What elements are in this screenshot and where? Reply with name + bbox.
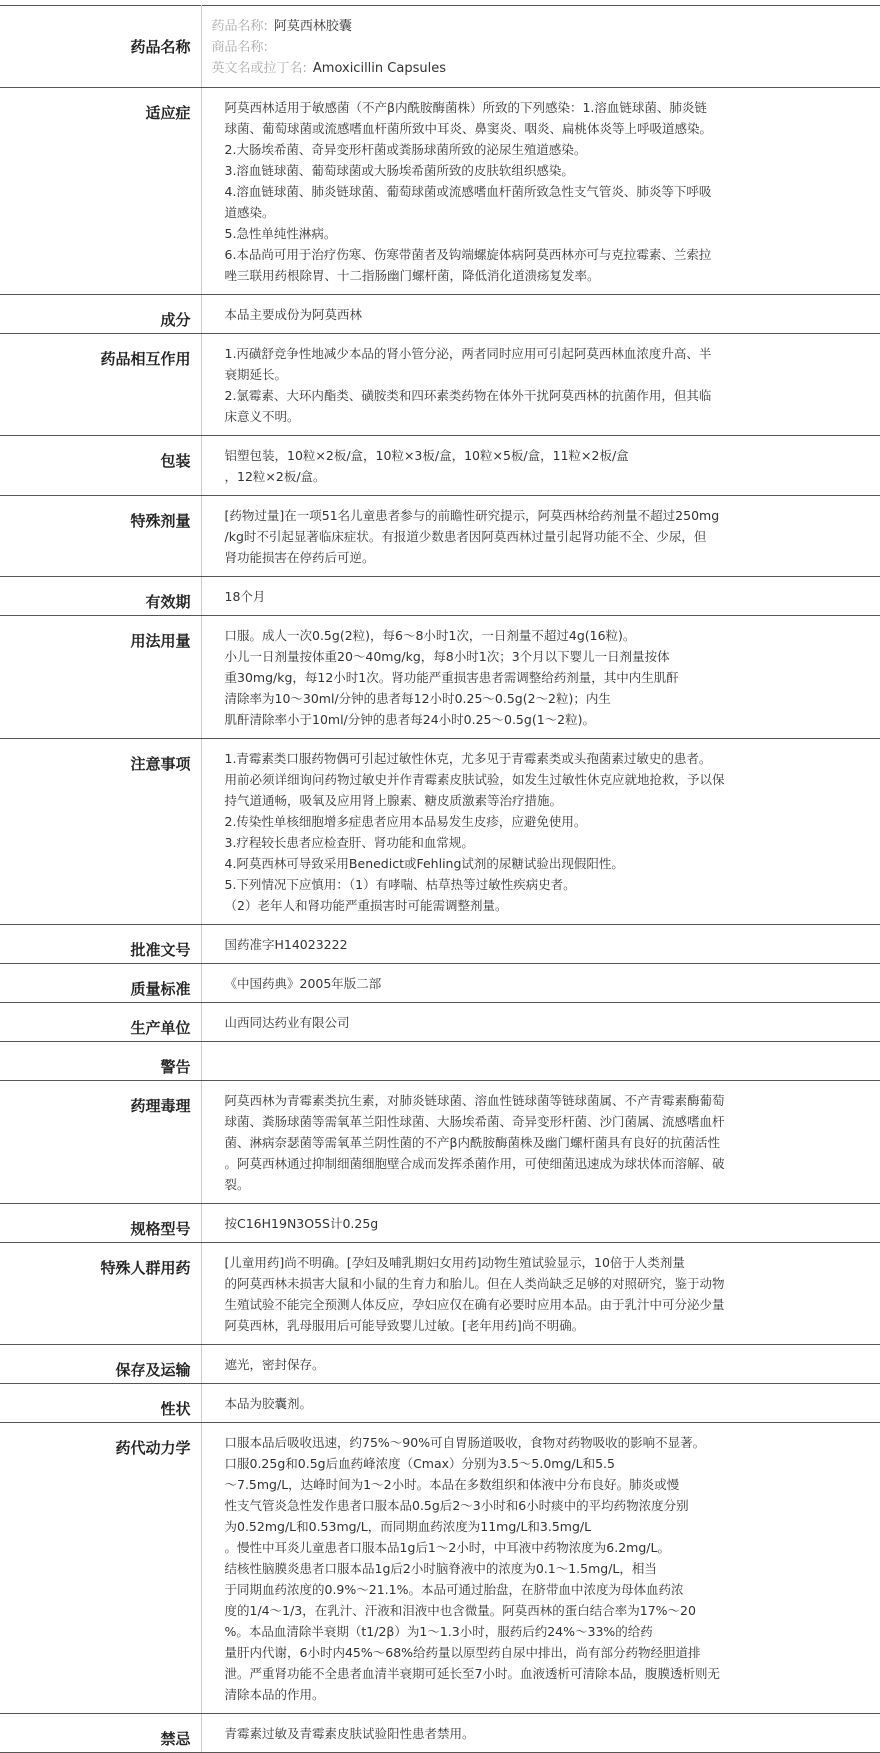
value-line: 5.下列情况下应慎用：（1）有哮喘、枯草热等过敏性疾病史者。 (224, 877, 576, 892)
table-row (0, 1714, 880, 1753)
value-line: 泄。严重肾功能不全患者血清半衰期可延长至7小时。血液透析可清除本品，腹膜透析则无 (224, 1666, 720, 1681)
value-line: 结核性脑膜炎患者口服本品1g后2小时脑脊液中的浓度为0.1～1.5mg/L，相当 (224, 1561, 657, 1576)
english-name-line (212, 58, 801, 79)
value-line: 青霉素过敏及青霉素皮肤试验阳性患者禁用。 (224, 1726, 475, 1741)
value-line: 4.溶血链球菌、肺炎链球菌、葡萄球菌或流感嗜血杆菌所致急性支气管炎、肺炎等下呼吸 (224, 184, 712, 199)
value-line: 5.急性单纯性淋病。 (224, 226, 337, 241)
row-value (201, 295, 880, 334)
table-row (0, 1042, 880, 1081)
value-line: 遮光，密封保存。 (224, 1357, 325, 1372)
value-line: 山西同达药业有限公司 (224, 1015, 350, 1030)
table-row (0, 925, 880, 964)
value-line: 3.溶血链球菌、葡萄球菌或大肠埃希菌所致的皮肤软组织感染。 (224, 163, 574, 178)
value-line: 3.疗程较长患者应检查肝、肾功能和血常规。 (224, 835, 474, 850)
value-line: 床意义不明。 (224, 409, 300, 424)
value-line: 本品主要成份为阿莫西林 (224, 307, 363, 322)
value-line: 唑三联用药根除胃、十二指肠幽门螺杆菌，降低消化道溃疡复发率。 (224, 268, 600, 283)
generic-name-line (212, 16, 801, 37)
table-row (0, 496, 880, 577)
table-row (0, 616, 880, 739)
row-drug-name (0, 6, 880, 88)
value-line: 口服。成人一次0.5g(2粒)，每6～8小时1次，一日剂量不超过4g(16粒)。 (224, 628, 636, 643)
value-line: 量肝内代谢，6小时内45%～68%给药量以原型药自尿中排出，尚有部分药物经胆道排 (224, 1645, 701, 1660)
value-line: ，12粒×2板/盒。 (224, 469, 326, 484)
row-value (201, 1204, 880, 1243)
row-label: 特殊剂量 (0, 496, 201, 577)
value-line: 球菌、葡萄球菌或流感嗜血杆菌所致中耳炎、鼻窦炎、咽炎、扁桃体炎等上呼吸道感染。 (224, 121, 713, 136)
row-label: 禁忌 (0, 1714, 201, 1753)
row-label: 规格型号 (0, 1204, 201, 1243)
row-value (201, 88, 880, 295)
value-line: 的阿莫西林未损害大鼠和小鼠的生育力和胎儿。但在人类尚缺乏足够的对照研究，鉴于动物 (224, 1276, 725, 1291)
value-line: 《中国药典》2005年版二部 (224, 976, 382, 991)
value-line: 阿莫西林，乳母服用后可能导致婴儿过敏。[老年用药]尚不明确。 (224, 1318, 585, 1333)
value-line: （2）老年人和肾功能严重损害时可能需调整剂量。 (224, 898, 508, 913)
value-line: 菌、淋病奈瑟菌等需氧革兰阴性菌的不产β内酰胺酶菌株及幽门螺杆菌具有良好的抗菌活性 (224, 1135, 720, 1150)
table-row (0, 295, 880, 334)
table-row (0, 436, 880, 496)
value-line: 2.传染性单核细胞增多症患者应用本品易发生皮疹，应避免使用。 (224, 814, 587, 829)
row-value (201, 616, 880, 739)
value-line: 衰期延长。 (224, 367, 288, 382)
drug-info-table (0, 5, 880, 1753)
row-label: 批准文号 (0, 925, 201, 964)
row-label: 成分 (0, 295, 201, 334)
value-line: 用前必须详细询问药物过敏史并作青霉素皮肤试验，如发生过敏性休克应就地抢救，予以保 (224, 772, 725, 787)
generic-name-key: 药品名称: (211, 19, 268, 34)
value-line: [儿童用药]尚不明确。[孕妇及哺乳期妇女用药]动物生殖试验显示，10倍于人类剂量 (224, 1255, 685, 1270)
row-label: 包装 (0, 436, 201, 496)
row-label: 注意事项 (0, 739, 201, 925)
row-label: 生产单位 (0, 1003, 201, 1042)
value-line: 裂。 (224, 1177, 250, 1192)
table-row (0, 577, 880, 616)
trade-name-line (212, 37, 801, 58)
value-line: ～7.5mg/L，达峰时间为1～2小时。本品在多数组织和体液中分布良好。肺炎或慢 (224, 1477, 680, 1492)
row-value (201, 334, 880, 436)
value-line: 口服本品后吸收迅速，约75%～90%可自胃肠道吸收，食物对药物吸收的影响不显著。 (224, 1435, 706, 1450)
row-value (201, 1714, 880, 1753)
english-name-value: Amoxicillin Capsules (312, 61, 446, 76)
row-value (201, 1423, 880, 1714)
row-label: 质量标准 (0, 964, 201, 1003)
table-row (0, 1003, 880, 1042)
table-row (0, 1204, 880, 1243)
value-line: [药物过量]在一项51名儿童患者参与的前瞻性研究提示，阿莫西林给药剂量不超过250mg (224, 508, 720, 523)
row-label: 适应症 (0, 88, 201, 295)
row-value (201, 964, 880, 1003)
value-line: 性支气管炎急性发作患者口服本品0.5g后2～3小时和6小时痰中的平均药物浓度分别 (224, 1498, 689, 1513)
row-label: 药理毒理 (0, 1081, 201, 1204)
row-label: 药代动力学 (0, 1423, 201, 1714)
value-line: 2.氯霉素、大环内酯类、磺胺类和四环素类药物在体外干扰阿莫西林的抗菌作用，但其临 (224, 388, 712, 403)
value-line: 清除本品的作用。 (224, 1687, 325, 1702)
table-row (0, 334, 880, 436)
value-line: 口服0.25g和0.5g后血药峰浓度（Cmax）分别为3.5～5.0mg/L和5.5 (224, 1456, 615, 1471)
row-value (201, 1081, 880, 1204)
english-name-key: 英文名或拉丁名: (211, 61, 307, 76)
table-row (0, 1345, 880, 1384)
value-line: 国药准字H14023222 (224, 937, 348, 952)
value-line: 清除率为10～30ml/分钟的患者每12小时0.25～0.5g(2～2粒)；内生 (224, 691, 611, 706)
row-value (201, 436, 880, 496)
row-label: 特殊人群用药 (0, 1243, 201, 1345)
value-line: 本品为胶囊剂。 (224, 1396, 313, 1411)
value-line: 小儿一日剂量按体重20～40mg/kg，每8小时1次；3个月以下婴儿一日剂量按体 (224, 649, 670, 664)
value-line: 重30mg/kg，每12小时1次。肾功能严重损害患者需调整给药剂量，其中内生肌酐 (224, 670, 679, 685)
value-line: 道感染。 (224, 205, 275, 220)
value-line: 肾功能损害在停药后可逆。 (224, 550, 375, 565)
row-value (201, 496, 880, 577)
value-line: 1.丙磺舒竞争性地减少本品的肾小管分泌，两者同时应用可引起阿莫西林血浓度升高、半 (224, 346, 712, 361)
row-label: 保存及运输 (0, 1345, 201, 1384)
row-value (201, 1042, 880, 1081)
row-value (201, 1345, 880, 1384)
row-label: 药品相互作用 (0, 334, 201, 436)
table-row (0, 1423, 880, 1714)
row-value (201, 925, 880, 964)
row-label: 有效期 (0, 577, 201, 616)
value-line: 肌酐清除率小于10ml/分钟的患者每24小时0.25～0.5g(1～2粒)。 (224, 712, 595, 727)
generic-name-value: 阿莫西林胶囊 (273, 19, 352, 34)
table-row (0, 88, 880, 295)
table-row (0, 1081, 880, 1204)
value-line: /kg时不引起显著临床症状。有报道少数患者因阿莫西林过量引起肾功能不全、少尿，但 (224, 529, 707, 544)
row-label: 警告 (0, 1042, 201, 1081)
row-label: 用法用量 (0, 616, 201, 739)
value-line: 为0.52mg/L和0.53mg/L，而同期血药浓度为11mg/L和3.5mg/L (224, 1519, 592, 1534)
value-line: 18个月 (224, 589, 266, 604)
row-value (201, 1384, 880, 1423)
row-label: 药品名称 (0, 6, 201, 88)
value-line: 铝塑包装，10粒×2板/盒，10粒×3板/盒，10粒×5板/盒，11粒×2板/盒 (224, 448, 629, 463)
table-row (0, 964, 880, 1003)
value-line: 球菌、粪肠球菌等需氧革兰阳性球菌、大肠埃希菌、奇异变形杆菌、沙门菌属、流感嗜血杆 (224, 1114, 725, 1129)
value-line: 生殖试验不能完全预测人体反应，孕妇应仅在确有必要时应用本品。由于乳汁中可分泌少量 (224, 1297, 725, 1312)
value-line: 2.大肠埃希菌、奇异变形杆菌或粪肠球菌所致的泌尿生殖道感染。 (224, 142, 587, 157)
row-value (201, 1003, 880, 1042)
value-line: 持气道通畅，吸氧及应用肾上腺素、糖皮质激素等治疗措施。 (224, 793, 563, 808)
value-line: 阿莫西林为青霉素类抗生素，对肺炎链球菌、溶血性链球菌等链球菌属、不产青霉素酶葡萄 (224, 1093, 725, 1108)
value-line: 阿莫西林适用于敏感菌（不产β内酰胺酶菌株）所致的下列感染：1.溶血链球菌、肺炎链 (224, 100, 707, 115)
value-line: 4.阿莫西林可导致采用Benedict或Fehling试剂的尿糖试验出现假阳性。 (224, 856, 624, 871)
row-value (201, 1243, 880, 1345)
table-row (0, 1243, 880, 1345)
name-block (201, 6, 880, 88)
value-line: 1.青霉素类口服药物偶可引起过敏性休克，尤多见于青霉素类或头孢菌素过敏史的患者。 (224, 751, 712, 766)
value-line: 6.本品尚可用于治疗伤寒、伤寒带菌者及钩端螺旋体病阿莫西林亦可与克拉霉素、兰索拉 (224, 247, 712, 262)
row-value (201, 577, 880, 616)
value-line: 按C16H19N3O5S计0.25g (224, 1216, 379, 1231)
value-line: 度的1/4～1/3，在乳汁、汗液和泪液中也含微量。阿莫西林的蛋白结合率为17%～20 (224, 1603, 696, 1618)
value-line: 。阿莫西林通过抑制细菌细胞壁合成而发挥杀菌作用，可使细菌迅速成为球状体而溶解、破 (224, 1156, 725, 1171)
table-row (0, 1384, 880, 1423)
value-line: %。本品血清除半衰期（t1/2β）为1～1.3小时，服药后约24%～33%的给药 (224, 1624, 653, 1639)
value-line: 。慢性中耳炎儿童患者口服本品1g后1～2小时，中耳液中药物浓度为6.2mg/L。 (224, 1540, 670, 1555)
drug-info-body (0, 6, 880, 1753)
table-row (0, 739, 880, 925)
trade-name-key: 商品名称: (211, 40, 268, 55)
row-value (201, 739, 880, 925)
row-label: 性状 (0, 1384, 201, 1423)
value-line: 于同期血药浓度的0.9%～21.1%。本品可通过胎盘，在脐带血中浓度为母体血药浓 (224, 1582, 684, 1597)
empty-value (225, 1051, 801, 1072)
